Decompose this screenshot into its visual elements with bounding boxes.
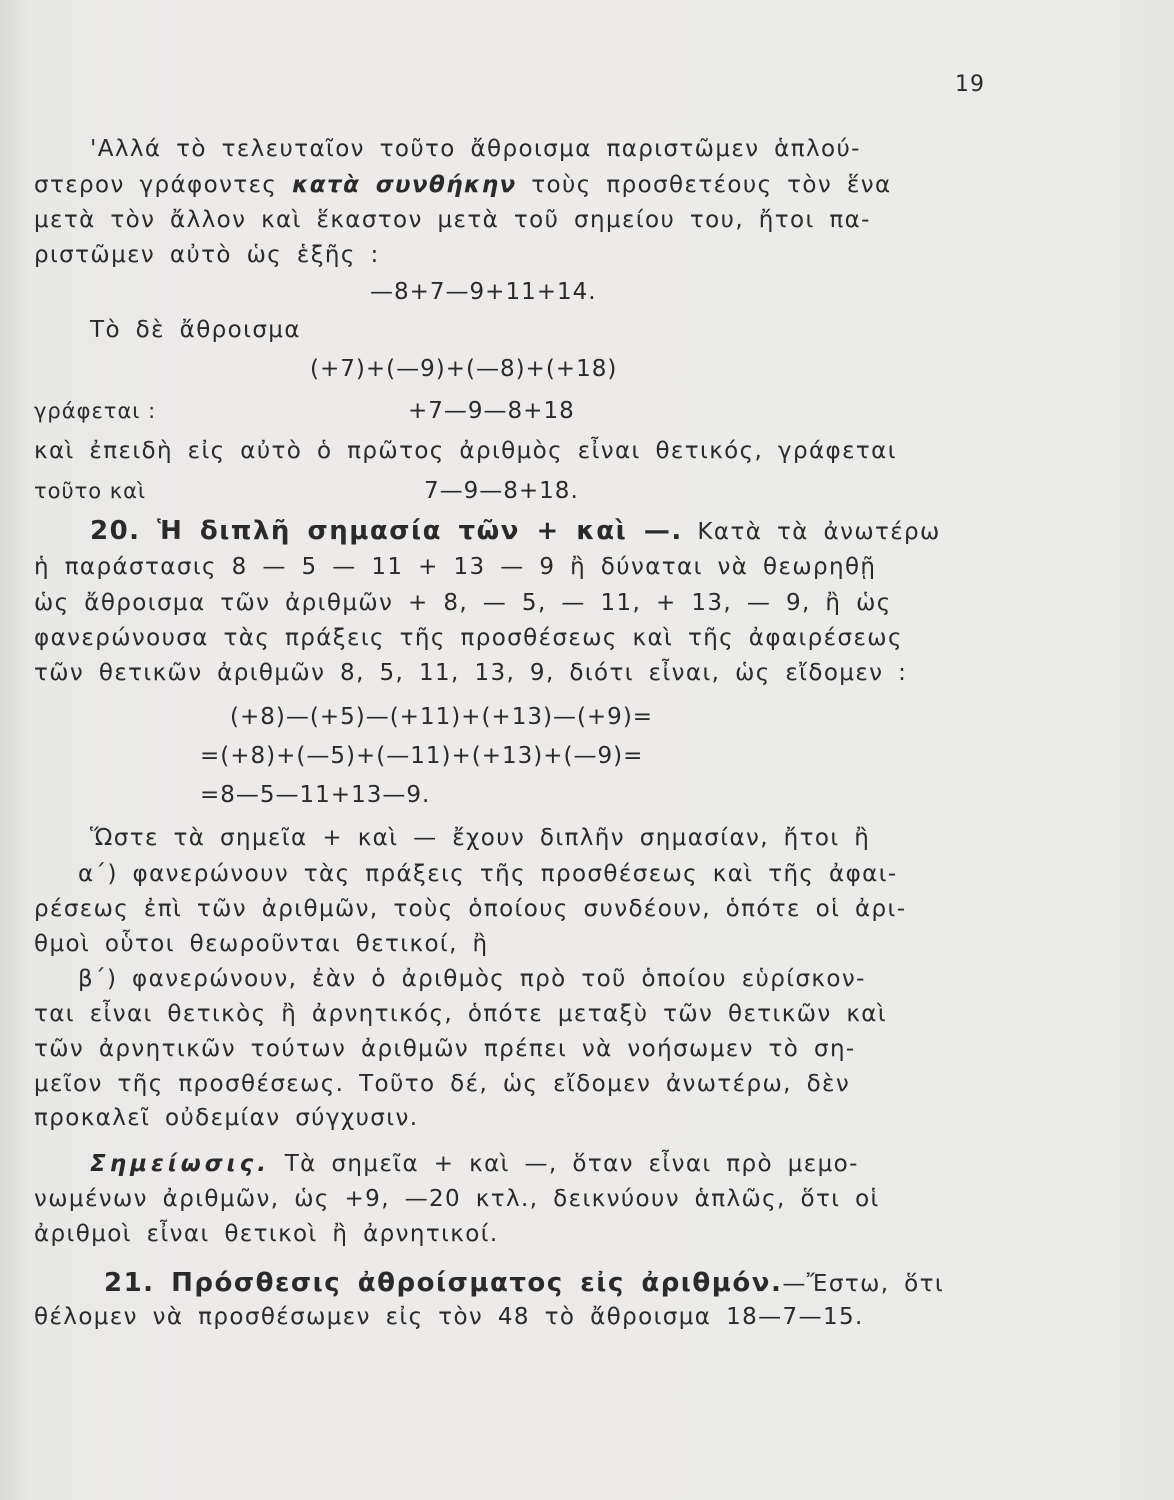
text-line: Ὥστε τὰ σημεῖα + καὶ — ἔχουν διπλῆν σημασίαν, ἤτοι ἢ xyxy=(90,825,871,851)
label-text: γράφεται : xyxy=(34,399,157,423)
text-line: μεῖον τῆς προσθέσεως. Τοῦτο δέ, ὡς εἴδομεν ἀνωτέρω, δὲν xyxy=(34,1071,851,1097)
label-text: τοῦτο καὶ xyxy=(34,479,147,503)
text-line: θέλομεν νὰ προσθέσωμεν εἰς τὸν 48 τὸ ἄθροισμα 18—7—15. xyxy=(34,1304,864,1330)
section-heading: 20. Ἡ διπλῆ σημασία τῶν + καὶ —. xyxy=(90,516,683,546)
equation: (+8)—(+5)—(+11)+(+13)—(+9)= xyxy=(230,704,654,730)
section-heading-line: 21. Πρόσθεσις ἀθροίσματος εἰς ἀριθμόν.—Ἔστω, ὅτι xyxy=(104,1268,945,1298)
text-line: α΄) φανερώνουν τὰς πράξεις τῆς προσθέσεως καὶ τῆς ἀφαι- xyxy=(78,861,898,887)
text-line: τῶν ἀρνητικῶν τούτων ἀριθμῶν πρέπει νὰ νοήσωμεν τὸ ση- xyxy=(34,1036,856,1062)
text-line: Τὸ δὲ ἄθροισμα xyxy=(90,317,301,343)
section-heading-line: 20. Ἡ διπλῆ σημασία τῶν + καὶ —. Κατὰ τὰ ἀνωτέρω xyxy=(90,516,941,546)
text-line: θμοὶ οὗτοι θεωροῦνται θετικοί, ἢ xyxy=(34,931,489,957)
text-line: μετὰ τὸν ἄλλον καὶ ἕκαστον μετὰ τοῦ σημείου του, ἤτοι πα- xyxy=(34,207,871,233)
text-line: ὡς ἄθροισμα τῶν ἀριθμῶν + 8, — 5, — 11, + 13, — 9, ἢ ὡς xyxy=(34,590,892,616)
equation: 7—9—8+18. xyxy=(424,478,579,504)
text-line: καὶ ἐπειδὴ εἰς αὐτὸ ὁ πρῶτος ἀριθμὸς εἶναι θετικός, γράφεται xyxy=(34,438,897,464)
note-label: Σημείωσις. xyxy=(90,1151,271,1177)
text-line: ρέσεως ἐπὶ τῶν ἀριθμῶν, τοὺς ὁποίους συνδέουν, ὁπότε οἱ ἀρι- xyxy=(34,896,907,922)
emphasis-text: κατὰ συνθήκην xyxy=(292,172,517,198)
note-line: Σημείωσις. Τὰ σημεῖα + καὶ —, ὅταν εἶναι πρὸ μεμο- xyxy=(90,1151,859,1177)
section-heading: 21. Πρόσθεσις ἀθροίσματος εἰς ἀριθμόν. xyxy=(104,1268,783,1298)
equation: =8—5—11+13—9. xyxy=(200,782,431,808)
text-line: 'Αλλά τὸ τελευταῖον τοῦτο ἄθροισμα παριστῶμεν ἁπλού- xyxy=(90,136,861,162)
text-line: ριστῶμεν αὐτὸ ὡς ἑξῆς : xyxy=(34,242,380,268)
page-number: 19 xyxy=(955,72,985,97)
text-line: ται εἶναι θετικὸς ἢ ἀρνητικός, ὁπότε μεταξὺ τῶν θετικῶν καὶ xyxy=(34,1001,888,1027)
text-line: προκαλεῖ οὐδεμίαν σύγχυσιν. xyxy=(34,1105,419,1131)
text-line: νωμένων ἀριθμῶν, ὡς +9, —20 κτλ., δεικνύουν ἁπλῶς, ὅτι οἱ xyxy=(34,1186,880,1212)
equation: =(+8)+(—5)+(—11)+(+13)+(—9)= xyxy=(200,743,644,769)
text-line: ἀριθμοὶ εἶναι θετικοὶ ἢ ἀρνητικοί. xyxy=(34,1221,499,1247)
text-line: φανερώνουσα τὰς πράξεις τῆς προσθέσεως καὶ τῆς ἀφαιρέσεως xyxy=(34,625,903,651)
text-line: στερον γράφοντες κατὰ συνθήκην τοὺς προσθετέους τὸν ἕνα xyxy=(34,172,892,198)
equation: (+7)+(—9)+(—8)+(+18) xyxy=(310,356,618,382)
equation: —8+7—9+11+14. xyxy=(370,279,597,305)
text-line: ἡ παράστασις 8 — 5 — 11 + 13 — 9 ἢ δύναται νὰ θεωρηθῇ xyxy=(34,554,877,580)
text-line: τῶν θετικῶν ἀριθμῶν 8, 5, 11, 13, 9, διότι εἶναι, ὡς εἴδομεν : xyxy=(34,660,908,686)
equation: +7—9—8+18 xyxy=(408,398,575,424)
text-line: β΄) φανερώνουν, ἐὰν ὁ ἀριθμὸς πρὸ τοῦ ὁποίου εὑρίσκον- xyxy=(78,966,866,992)
